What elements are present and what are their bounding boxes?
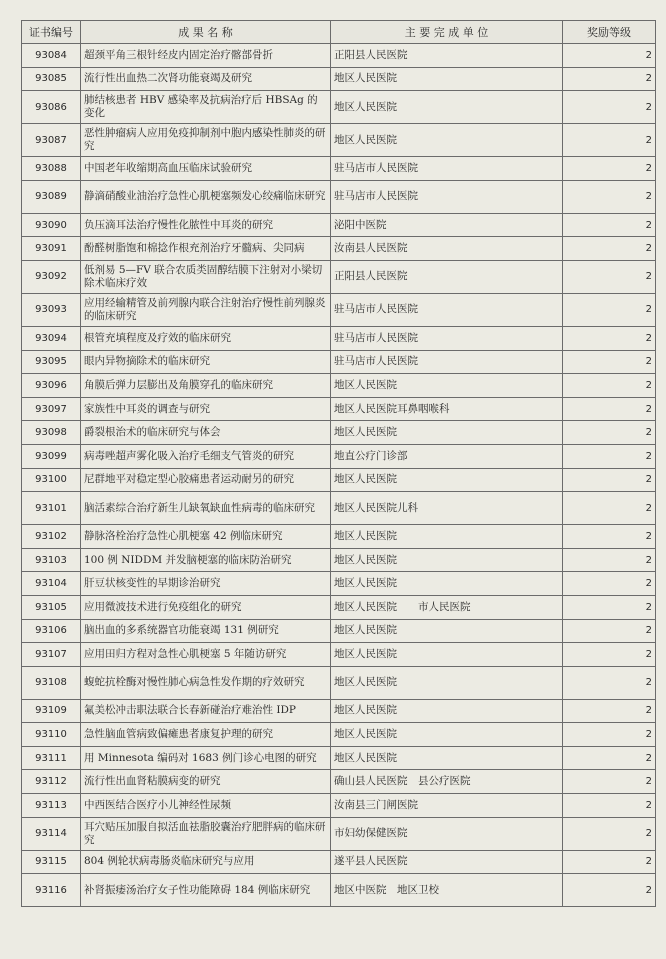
- completing-unit-cell: 正阳县人民医院: [331, 44, 563, 68]
- certificate-number-cell: 93088: [22, 157, 81, 181]
- table-row: [22, 548, 656, 572]
- achievement-name-cell: 补肾振痿汤治疗女子性功能障碍 184 例临床研究: [81, 874, 331, 907]
- achievement-name-cell: 氟美松冲击职法联合长春新碰治疗难治性 IDP: [81, 699, 331, 723]
- certificate-number-cell: 93097: [22, 397, 81, 421]
- table-row: [22, 643, 656, 667]
- completing-unit-cell: 地区人民医院: [331, 666, 563, 699]
- table-row: [22, 850, 656, 874]
- award-level-cell: 2: [563, 260, 656, 293]
- table-row: [22, 260, 656, 293]
- achievement-name-cell: 脑出血的多系统器官功能衰竭 131 例研究: [81, 619, 331, 643]
- award-level-cell: 2: [563, 293, 656, 326]
- award-level-cell: 2: [563, 699, 656, 723]
- achievement-name-cell: 应用田归方程对急性心肌梗塞 5 年随访研究: [81, 643, 331, 667]
- table-row: [22, 468, 656, 492]
- award-level-cell: 2: [563, 468, 656, 492]
- completing-unit-cell: 遂平县人民医院: [331, 850, 563, 874]
- award-level-cell: 2: [563, 397, 656, 421]
- award-level-cell: 2: [563, 770, 656, 794]
- achievement-name-cell: 流行性出血肾粘膜病变的研究: [81, 770, 331, 794]
- award-level-cell: 2: [563, 666, 656, 699]
- award-level-cell: 2: [563, 794, 656, 818]
- completing-unit-cell: 地区人民医院: [331, 699, 563, 723]
- certificate-number-cell: 93105: [22, 595, 81, 619]
- achievement-name-cell: 肝豆状核变性的早期诊治研究: [81, 572, 331, 596]
- completing-unit-cell: 地直公疗门诊部: [331, 444, 563, 468]
- certificate-number-cell: 93103: [22, 548, 81, 572]
- header-achievement-name: 成 果 名 称: [81, 21, 331, 44]
- table-row: [22, 770, 656, 794]
- achievement-name-cell: 耳穴贴压加服自拟活血祛脂胶囊治疗肥胖病的临床研究: [81, 817, 331, 850]
- completing-unit-cell: 确山县人民医院 县公疗医院: [331, 770, 563, 794]
- table-row: [22, 444, 656, 468]
- achievement-name-cell: 角膜后弹力层膨出及角膜穿孔的临床研究: [81, 374, 331, 398]
- achievement-name-cell: 中西医结合医疗小儿神经性尿频: [81, 794, 331, 818]
- table-row: [22, 326, 656, 350]
- certificate-number-cell: 93102: [22, 525, 81, 549]
- award-level-cell: 2: [563, 850, 656, 874]
- award-level-cell: 2: [563, 548, 656, 572]
- completing-unit-cell: 地区人民医院儿科: [331, 492, 563, 525]
- certificate-number-cell: 93101: [22, 492, 81, 525]
- award-level-cell: 2: [563, 723, 656, 747]
- achievement-name-cell: 病毒唑超声雾化吸入治疗毛细支气管炎的研究: [81, 444, 331, 468]
- achievement-name-cell: 负压滴耳法治疗慢性化脓性中耳炎的研究: [81, 213, 331, 237]
- certificate-number-cell: 93086: [22, 91, 81, 124]
- award-level-cell: 2: [563, 421, 656, 445]
- completing-unit-cell: 正阳县人民医院: [331, 260, 563, 293]
- table-row: [22, 213, 656, 237]
- award-level-cell: 2: [563, 91, 656, 124]
- certificate-number-cell: 93085: [22, 67, 81, 91]
- completing-unit-cell: 地区人民医院: [331, 374, 563, 398]
- achievement-name-cell: 静滴硝酸业油治疗急性心肌梗塞频发心绞痛临床研究: [81, 180, 331, 213]
- header-row: [22, 21, 656, 44]
- certificate-number-cell: 93087: [22, 124, 81, 157]
- completing-unit-cell: 地区人民医院: [331, 421, 563, 445]
- table-row: [22, 350, 656, 374]
- certificate-number-cell: 93093: [22, 293, 81, 326]
- certificate-number-cell: 93110: [22, 723, 81, 747]
- award-level-cell: 2: [563, 67, 656, 91]
- completing-unit-cell: 地区人民医院: [331, 468, 563, 492]
- table-row: [22, 874, 656, 907]
- completing-unit-cell: 地区人民医院: [331, 525, 563, 549]
- achievement-name-cell: 眼内异物摘除术的临床研究: [81, 350, 331, 374]
- table-row: [22, 67, 656, 91]
- achievement-name-cell: 急性脑血管病致偏瘫患者康复护理的研究: [81, 723, 331, 747]
- achievement-name-cell: 脑活素综合治疗新生儿缺氧缺血性病毒的临床研究: [81, 492, 331, 525]
- award-level-cell: 2: [563, 595, 656, 619]
- completing-unit-cell: 地区人民医院: [331, 67, 563, 91]
- completing-unit-cell: 汝南县人民医院: [331, 237, 563, 261]
- award-level-cell: 2: [563, 326, 656, 350]
- award-level-cell: 2: [563, 525, 656, 549]
- achievement-name-cell: 尼群地平对稳定型心胶痛患者运动耐另的研究: [81, 468, 331, 492]
- certificate-number-cell: 93091: [22, 237, 81, 261]
- award-level-cell: 2: [563, 237, 656, 261]
- completing-unit-cell: 地区人民医院: [331, 723, 563, 747]
- table-row: [22, 157, 656, 181]
- table-row: [22, 397, 656, 421]
- achievement-name-cell: 家族性中耳炎的调查与研究: [81, 397, 331, 421]
- certificate-number-cell: 93099: [22, 444, 81, 468]
- award-level-cell: 2: [563, 157, 656, 181]
- completing-unit-cell: 地区人民医院: [331, 572, 563, 596]
- award-level-cell: 2: [563, 643, 656, 667]
- table-row: [22, 374, 656, 398]
- certificate-number-cell: 93114: [22, 817, 81, 850]
- achievement-name-cell: 流行性出血热二次肾功能衰竭及研究: [81, 67, 331, 91]
- completing-unit-cell: 驻马店市人民医院: [331, 293, 563, 326]
- completing-unit-cell: 汝南县三门闸医院: [331, 794, 563, 818]
- certificate-number-cell: 93098: [22, 421, 81, 445]
- table-body: [22, 44, 656, 907]
- completing-unit-cell: 地区人民医院耳鼻咽喉科: [331, 397, 563, 421]
- completing-unit-cell: 地区人民医院: [331, 643, 563, 667]
- certificate-number-cell: 93113: [22, 794, 81, 818]
- award-level-cell: 2: [563, 874, 656, 907]
- certificate-number-cell: 93094: [22, 326, 81, 350]
- completing-unit-cell: 驻马店市人民医院: [331, 157, 563, 181]
- certificate-number-cell: 93116: [22, 874, 81, 907]
- achievement-name-cell: 低剂易 5—FV 联合农质类固醇结膜下注射对小梁切除术临床疗效: [81, 260, 331, 293]
- awards-table: [21, 20, 656, 907]
- table-row: [22, 421, 656, 445]
- achievement-name-cell: 蝮蛇抗栓酶对慢性肺心病急性发作期的疗效研究: [81, 666, 331, 699]
- award-level-cell: 2: [563, 817, 656, 850]
- certificate-number-cell: 93108: [22, 666, 81, 699]
- award-level-cell: 2: [563, 619, 656, 643]
- award-level-cell: 2: [563, 374, 656, 398]
- table-row: [22, 492, 656, 525]
- table-row: [22, 595, 656, 619]
- award-level-cell: 2: [563, 350, 656, 374]
- completing-unit-cell: 市妇幼保健医院: [331, 817, 563, 850]
- award-level-cell: 2: [563, 572, 656, 596]
- certificate-number-cell: 93112: [22, 770, 81, 794]
- achievement-name-cell: 应用经输精管及前列腺内联合注射治疗慢性前列腺炎的临床研究: [81, 293, 331, 326]
- certificate-number-cell: 93104: [22, 572, 81, 596]
- certificate-number-cell: 93111: [22, 746, 81, 770]
- award-level-cell: 2: [563, 492, 656, 525]
- completing-unit-cell: 地区人民医院: [331, 619, 563, 643]
- completing-unit-cell: 驻马店市人民医院: [331, 326, 563, 350]
- table-row: [22, 666, 656, 699]
- award-level-cell: 2: [563, 180, 656, 213]
- certificate-number-cell: 93109: [22, 699, 81, 723]
- table-row: [22, 746, 656, 770]
- certificate-number-cell: 93107: [22, 643, 81, 667]
- certificate-number-cell: 93092: [22, 260, 81, 293]
- table-row: [22, 794, 656, 818]
- completing-unit-cell: 地区人民医院: [331, 91, 563, 124]
- certificate-number-cell: 93095: [22, 350, 81, 374]
- header-certificate-number: 证书编号: [22, 21, 81, 44]
- certificate-number-cell: 93090: [22, 213, 81, 237]
- table-row: [22, 525, 656, 549]
- award-level-cell: 2: [563, 44, 656, 68]
- award-level-cell: 2: [563, 213, 656, 237]
- award-level-cell: 2: [563, 124, 656, 157]
- table-header: [22, 21, 656, 44]
- completing-unit-cell: 驻马店市人民医院: [331, 180, 563, 213]
- table-row: [22, 124, 656, 157]
- achievement-name-cell: 酚醛树脂饱和棉捻作根充剂治疗牙髓病、尖同病: [81, 237, 331, 261]
- achievement-name-cell: 中国老年收缩期高血压临床试验研究: [81, 157, 331, 181]
- table-row: [22, 699, 656, 723]
- certificate-number-cell: 93100: [22, 468, 81, 492]
- achievement-name-cell: 应用微波技术进行免疫组化的研究: [81, 595, 331, 619]
- certificate-number-cell: 93115: [22, 850, 81, 874]
- award-level-cell: 2: [563, 746, 656, 770]
- table-row: [22, 237, 656, 261]
- completing-unit-cell: 泌阳中医院: [331, 213, 563, 237]
- table-row: [22, 619, 656, 643]
- table-row: [22, 572, 656, 596]
- certificate-number-cell: 93089: [22, 180, 81, 213]
- achievement-name-cell: 爵裂根治术的临床研究与体会: [81, 421, 331, 445]
- completing-unit-cell: 地区中医院 地区卫校: [331, 874, 563, 907]
- achievement-name-cell: 恶性肿瘤病人应用免疫抑制剂中胞内感染性肺炎的研究: [81, 124, 331, 157]
- table-row: [22, 180, 656, 213]
- achievement-name-cell: 根管充填程度及疗效的临床研究: [81, 326, 331, 350]
- achievement-name-cell: 用 Minnesota 编码对 1683 例门诊心电图的研究: [81, 746, 331, 770]
- completing-unit-cell: 地区人民医院: [331, 548, 563, 572]
- certificate-number-cell: 93106: [22, 619, 81, 643]
- achievement-name-cell: 804 例轮状病毒肠炎临床研究与应用: [81, 850, 331, 874]
- table-row: [22, 91, 656, 124]
- achievement-name-cell: 肺结核患者 HBV 感染率及抗病治疗后 HBSAg 的变化: [81, 91, 331, 124]
- completing-unit-cell: 地区人民医院: [331, 124, 563, 157]
- certificate-number-cell: 93096: [22, 374, 81, 398]
- table-row: [22, 723, 656, 747]
- certificate-number-cell: 93084: [22, 44, 81, 68]
- award-level-cell: 2: [563, 444, 656, 468]
- completing-unit-cell: 地区人民医院: [331, 746, 563, 770]
- header-award-level: 奖励等级: [563, 21, 656, 44]
- table-row: [22, 817, 656, 850]
- table-row: [22, 293, 656, 326]
- completing-unit-cell: 驻马店市人民医院: [331, 350, 563, 374]
- completing-unit-cell: 地区人民医院 市人民医院: [331, 595, 563, 619]
- achievement-name-cell: 超颈平角三根针经皮内固定治疗髂部骨折: [81, 44, 331, 68]
- achievement-name-cell: 静脉洛栓治疗急性心肌梗塞 42 例临床研究: [81, 525, 331, 549]
- table-row: [22, 44, 656, 68]
- achievement-name-cell: 100 例 NIDDM 并发脑梗塞的临床防治研究: [81, 548, 331, 572]
- header-completing-unit: 主 要 完 成 单 位: [331, 21, 563, 44]
